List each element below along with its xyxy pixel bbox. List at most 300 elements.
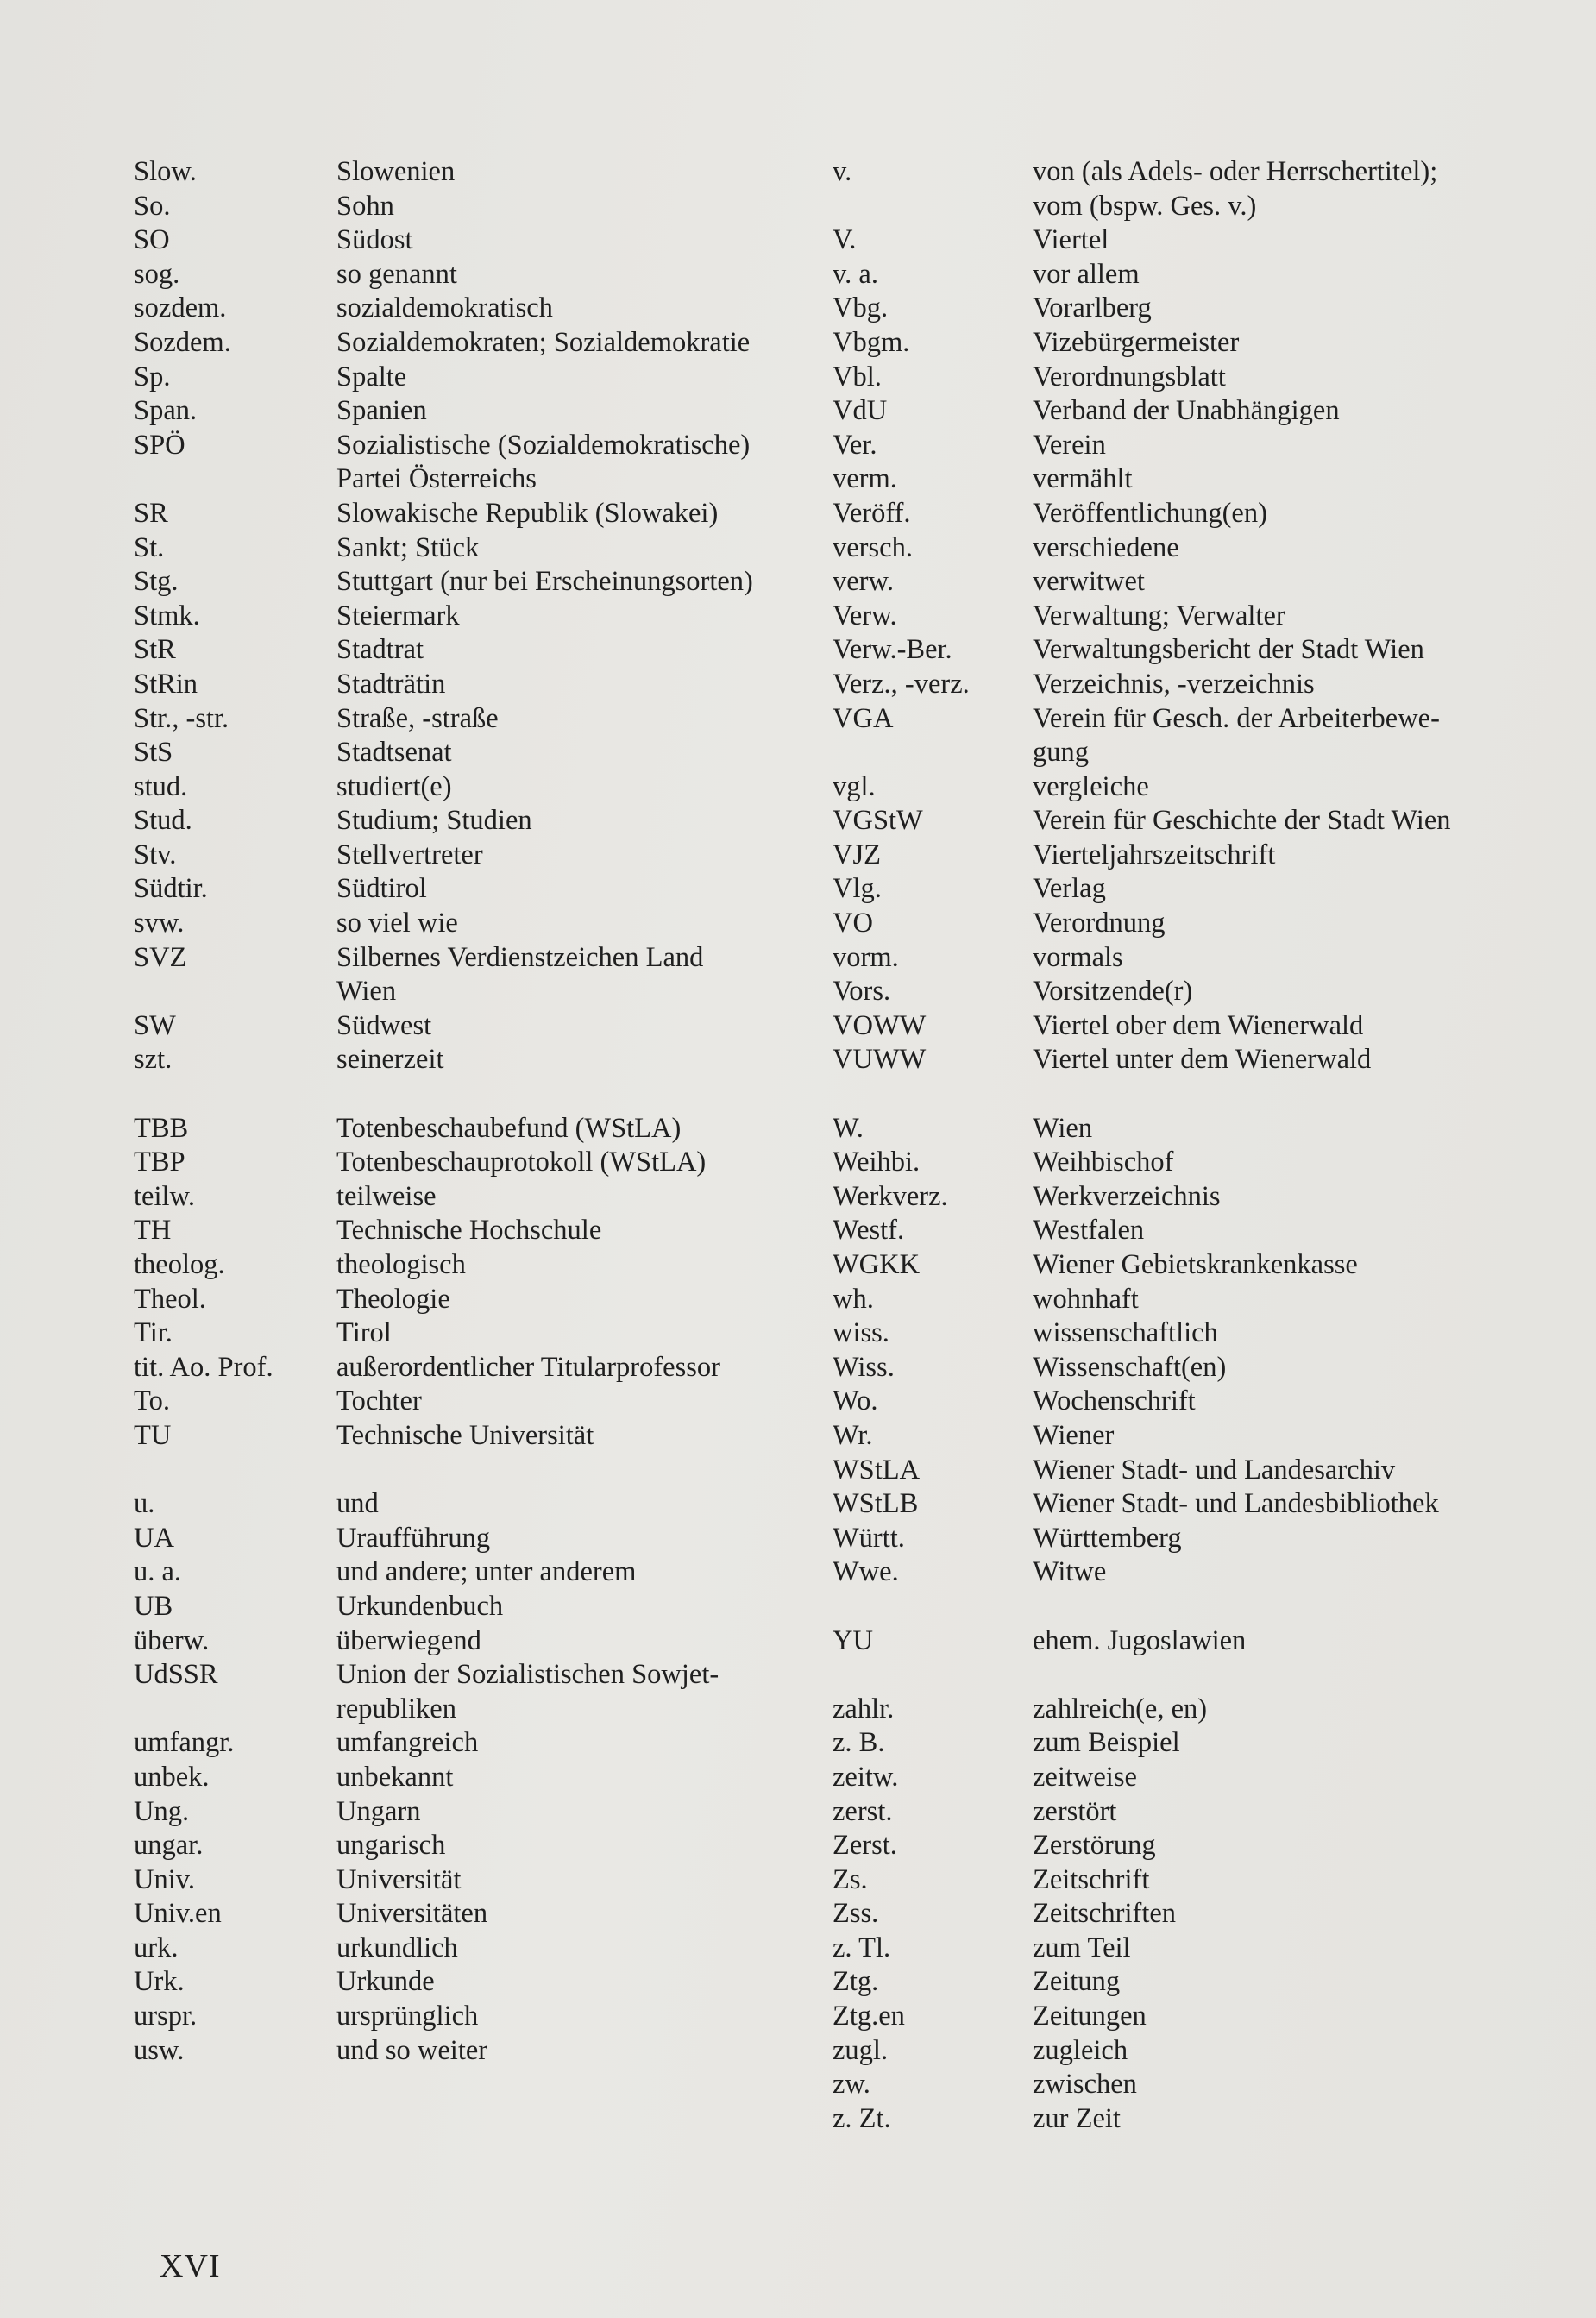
abbreviation-entry [134, 907, 789, 941]
abbreviation-entry [134, 565, 789, 600]
abbreviation-term: ungar. [134, 1830, 204, 1862]
abbreviation-expansion: Wochenschrift [1033, 1385, 1196, 1417]
abbreviation-entry [833, 839, 1523, 873]
abbreviation-entry [833, 1624, 1523, 1659]
abbreviation-term: Sp. [134, 361, 171, 393]
abbreviation-term: Wr. [833, 1419, 873, 1451]
abbreviation-expansion: Westfalen [1033, 1215, 1145, 1247]
abbreviation-term: verm. [833, 463, 897, 495]
abbreviation-expansion: Viertel unter dem Wienerwald [1033, 1044, 1372, 1076]
abbreviation-expansion: ursprünglich [336, 2001, 479, 2032]
abbreviation-term: Zss. [833, 1898, 879, 1930]
abbreviation-expansion: Ungarn [336, 1795, 421, 1827]
abbreviation-term: Ztg.en [833, 2001, 905, 2032]
abbreviation-expansion: vermählt [1033, 463, 1133, 495]
abbreviation-entry [134, 1009, 789, 1044]
abbreviation-expansion: umfangreich [336, 1727, 479, 1759]
abbreviation-expansion: Wien [1033, 1112, 1093, 1144]
abbreviation-term: SVZ [134, 941, 187, 973]
abbreviation-expansion: Totenbeschaubefund (WStLA) [336, 1112, 682, 1144]
abbreviation-entry [833, 326, 1523, 361]
abbreviation-expansion: Spanien [336, 395, 427, 427]
abbreviation-entry [134, 1351, 789, 1385]
abbreviation-entry [134, 1761, 789, 1795]
abbreviation-entry [833, 1693, 1523, 1727]
abbreviation-term: UdSSR [134, 1659, 218, 1691]
section-gap [833, 1658, 1523, 1693]
abbreviation-expansion: Verein für Geschichte der Stadt Wien [1033, 805, 1451, 837]
abbreviation-expansion: so viel wie [336, 908, 458, 939]
abbreviation-expansion: Stadträtin [336, 668, 446, 700]
abbreviation-term: Vlg. [833, 873, 882, 905]
abbreviation-term: zw. [833, 2069, 870, 2101]
abbreviation-entry [134, 429, 789, 463]
abbreviation-entry [134, 1795, 789, 1830]
abbreviation-entry [833, 429, 1523, 463]
abbreviation-expansion: zeitweise [1033, 1761, 1137, 1793]
abbreviation-expansion: zwischen [1033, 2069, 1137, 2101]
abbreviation-expansion: teilweise [336, 1180, 437, 1212]
section-gap [833, 1077, 1523, 1112]
abbreviation-expansion: theologisch [336, 1249, 466, 1280]
abbreviation-term: V. [833, 224, 857, 256]
abbreviation-entry [134, 394, 789, 429]
abbreviation-expansion: Studium; Studien [336, 805, 532, 837]
abbreviation-term [134, 975, 336, 1009]
abbreviation-entry [134, 702, 789, 737]
abbreviation-expansion: Stadtsenat [336, 737, 452, 769]
abbreviation-entry [833, 2034, 1523, 2069]
abbreviation-expansion: Vierteljahrszeitschrift [1033, 839, 1276, 870]
abbreviation-expansion: Südwest [336, 1009, 432, 1041]
section-gap [134, 1077, 789, 1112]
abbreviation-entry [833, 1214, 1523, 1248]
abbreviation-expansion: Verwaltung; Verwalter [1033, 600, 1285, 631]
abbreviation-term: SO [134, 224, 170, 256]
abbreviation-expansion: Sozialistische (Sozialdemokratische) [336, 429, 751, 461]
abbreviation-term: WStLB [833, 1488, 919, 1520]
abbreviation-term: Verw.-Ber. [833, 634, 952, 666]
abbreviation-expansion: Urkundenbuch [336, 1590, 504, 1622]
abbreviation-entry [134, 941, 789, 976]
abbreviation-term: WStLA [833, 1454, 921, 1486]
abbreviation-expansion: seinerzeit [336, 1044, 444, 1076]
abbreviation-term: VGA [833, 702, 894, 734]
abbreviation-expansion: außerordentlicher Titularprofessor [336, 1351, 720, 1383]
abbreviation-expansion: Vorarlberg [1033, 292, 1152, 324]
abbreviation-term: Vbg. [833, 292, 889, 324]
abbreviation-expansion: urkundlich [336, 1932, 458, 1963]
abbreviation-entry [833, 1897, 1523, 1932]
abbreviation-column-left [134, 155, 789, 2068]
abbreviation-term: SR [134, 497, 168, 529]
abbreviation-expansion: Zeitschrift [1033, 1863, 1150, 1895]
abbreviation-term: z. Zt. [833, 2102, 891, 2134]
abbreviation-entry [134, 2000, 789, 2034]
abbreviation-term: Stud. [134, 805, 192, 837]
abbreviation-term: szt. [134, 1044, 173, 1076]
abbreviation-entry [134, 1146, 789, 1180]
abbreviation-entry [134, 1180, 789, 1215]
abbreviation-term: Zerst. [833, 1830, 897, 1862]
abbreviation-expansion: Technische Hochschule [336, 1215, 602, 1247]
abbreviation-term: Verw. [833, 600, 897, 631]
abbreviation-term: Westf. [833, 1215, 905, 1247]
section-gap [134, 1454, 789, 1488]
abbreviation-expansion: Tirol [336, 1317, 392, 1349]
abbreviation-term: urspr. [134, 2001, 198, 2032]
abbreviation-term: Sozdem. [134, 326, 231, 358]
abbreviation-entry [833, 668, 1523, 702]
abbreviation-expansion: Wiener Stadt- und Landesbibliothek [1033, 1488, 1439, 1520]
abbreviation-entry [833, 1316, 1523, 1351]
abbreviation-expansion: ungarisch [336, 1830, 446, 1862]
abbreviation-entry [134, 975, 789, 1009]
abbreviation-term: theolog. [134, 1249, 225, 1280]
abbreviation-expansion: Union der Sozialistischen Sowjet- [336, 1659, 719, 1691]
abbreviation-entry [134, 1693, 789, 1727]
abbreviation-expansion: Werkverzeichnis [1033, 1180, 1221, 1212]
abbreviation-term: Werkverz. [833, 1180, 948, 1212]
abbreviation-entry [134, 1863, 789, 1898]
abbreviation-entry [134, 839, 789, 873]
abbreviation-term: sozdem. [134, 292, 227, 324]
abbreviation-expansion: Witwe [1033, 1556, 1107, 1588]
abbreviation-expansion: Verband der Unabhängigen [1033, 395, 1340, 427]
abbreviation-term: TBB [134, 1112, 189, 1144]
abbreviation-entry [833, 258, 1523, 292]
abbreviation-term: v. [833, 156, 852, 187]
abbreviation-entry [833, 1795, 1523, 1830]
abbreviation-entry [833, 2000, 1523, 2034]
abbreviation-term: Ztg. [833, 1966, 879, 1998]
abbreviation-term: Vbgm. [833, 326, 910, 358]
abbreviation-term: TU [134, 1419, 172, 1451]
abbreviation-expansion: Tochter [336, 1385, 422, 1417]
abbreviation-entry [833, 975, 1523, 1009]
abbreviation-entry [134, 258, 789, 292]
abbreviation-expansion: wohnhaft [1033, 1283, 1139, 1315]
abbreviation-term: überw. [134, 1624, 210, 1656]
abbreviation-expansion: Sankt; Stück [336, 531, 480, 563]
abbreviation-entry [134, 190, 789, 224]
abbreviation-entry [833, 1829, 1523, 1863]
abbreviation-entry [134, 361, 789, 395]
abbreviation-entry [833, 223, 1523, 258]
abbreviation-entry [833, 497, 1523, 531]
abbreviation-expansion: Verzeichnis, -verzeichnis [1033, 668, 1315, 700]
abbreviation-expansion: Zeitung [1033, 1966, 1121, 1998]
abbreviation-term: z. Tl. [833, 1932, 891, 1963]
abbreviation-entry [134, 1487, 789, 1522]
abbreviation-expansion: studiert(e) [336, 770, 452, 802]
abbreviation-expansion: Veröffentlichung(en) [1033, 497, 1267, 529]
abbreviation-entry [134, 1385, 789, 1419]
abbreviation-entry [134, 1555, 789, 1590]
abbreviation-expansion: Württemberg [1033, 1522, 1182, 1554]
abbreviation-term: TH [134, 1215, 172, 1247]
abbreviation-expansion: Sohn [336, 190, 394, 222]
abbreviation-term: wiss. [833, 1317, 889, 1349]
abbreviation-expansion: Sozialdemokraten; Sozialdemokratie [336, 326, 751, 358]
abbreviation-expansion: gung [1033, 737, 1089, 769]
abbreviation-entry [134, 1419, 789, 1454]
abbreviation-entry [833, 361, 1523, 395]
abbreviation-expansion: Stadtrat [336, 634, 424, 666]
abbreviation-term: To. [134, 1385, 170, 1417]
abbreviation-term: Theol. [134, 1283, 206, 1315]
abbreviation-term: VUWW [833, 1044, 927, 1076]
abbreviation-expansion: Wiener [1033, 1419, 1115, 1451]
abbreviation-expansion: zum Teil [1033, 1932, 1131, 1963]
abbreviation-expansion: Verordnungsblatt [1033, 361, 1226, 393]
abbreviation-entry [833, 1351, 1523, 1385]
abbreviation-term [134, 1693, 336, 1727]
abbreviation-term: usw. [134, 2034, 185, 2066]
abbreviation-expansion: vom (bspw. Ges. v.) [1033, 190, 1257, 222]
abbreviation-entry [833, 531, 1523, 566]
abbreviation-term: VdU [833, 395, 888, 427]
abbreviation-expansion: Vorsitzende(r) [1033, 976, 1193, 1008]
abbreviation-entry [833, 1726, 1523, 1761]
abbreviation-expansion: Vizebürgermeister [1033, 326, 1240, 358]
abbreviation-expansion: Wiener Gebietskrankenkasse [1033, 1249, 1358, 1280]
abbreviation-expansion: verwitwet [1033, 566, 1145, 598]
abbreviation-expansion: von (als Adels- oder Herrschertitel); [1033, 156, 1438, 187]
abbreviation-expansion: Viertel [1033, 224, 1109, 256]
abbreviation-expansion: sozialdemokratisch [336, 292, 553, 324]
abbreviation-term: So. [134, 190, 171, 222]
abbreviation-term: u. [134, 1488, 155, 1520]
abbreviation-term: Weihbi. [833, 1146, 921, 1178]
abbreviation-expansion: Universitäten [336, 1898, 488, 1930]
abbreviation-entry [134, 633, 789, 668]
abbreviation-entry [833, 770, 1523, 805]
abbreviation-expansion: und [336, 1488, 379, 1520]
abbreviation-entry [134, 1965, 789, 2000]
abbreviation-entry [134, 1283, 789, 1317]
abbreviation-term: unbek. [134, 1761, 210, 1793]
abbreviation-term [833, 736, 1033, 770]
abbreviation-expansion: Verwaltungsbericht der Stadt Wien [1033, 634, 1424, 666]
abbreviation-expansion: wissenschaftlich [1033, 1317, 1218, 1349]
abbreviation-expansion: Steiermark [336, 600, 460, 631]
abbreviation-entry [833, 1965, 1523, 2000]
abbreviation-entry [833, 1043, 1523, 1077]
abbreviation-entry [833, 1283, 1523, 1317]
abbreviation-term: Univ. [134, 1863, 196, 1895]
abbreviation-term: v. a. [833, 258, 878, 290]
abbreviation-term: stud. [134, 770, 188, 802]
abbreviation-entry [134, 872, 789, 907]
abbreviation-term: Veröff. [833, 497, 911, 529]
abbreviation-term: Verz., -verz. [833, 668, 970, 700]
abbreviation-expansion: zum Beispiel [1033, 1727, 1180, 1759]
abbreviation-expansion: Technische Universität [336, 1419, 594, 1451]
abbreviation-expansion: vergleiche [1033, 770, 1149, 802]
abbreviation-entry [833, 907, 1523, 941]
abbreviation-entry [833, 1932, 1523, 1966]
abbreviation-term: W. [833, 1112, 864, 1144]
abbreviation-entry [833, 1112, 1523, 1146]
abbreviation-entry [833, 941, 1523, 976]
abbreviation-expansion: Zeitschriften [1033, 1898, 1177, 1930]
abbreviation-entry [833, 804, 1523, 839]
abbreviation-term [833, 190, 1033, 224]
abbreviation-entry [833, 1454, 1523, 1488]
section-gap [833, 1590, 1523, 1624]
abbreviation-entry [833, 1009, 1523, 1044]
abbreviation-term: Vors. [833, 976, 891, 1008]
abbreviation-expansion: und so weiter [336, 2034, 488, 2066]
abbreviation-entry [833, 190, 1523, 224]
abbreviation-expansion: Zerstörung [1033, 1830, 1156, 1862]
abbreviation-entry [833, 1146, 1523, 1180]
abbreviation-term: StRin [134, 668, 198, 700]
abbreviation-expansion: Slowenien [336, 156, 456, 187]
abbreviation-entry [134, 668, 789, 702]
abbreviation-term: Vbl. [833, 361, 882, 393]
abbreviation-entry [833, 702, 1523, 737]
abbreviation-expansion: Weihbischof [1033, 1146, 1174, 1178]
abbreviation-entry [134, 497, 789, 531]
abbreviation-entry [833, 1419, 1523, 1454]
abbreviation-term: VO [833, 908, 873, 939]
abbreviation-term: SPÖ [134, 429, 185, 461]
abbreviation-entry [833, 872, 1523, 907]
abbreviation-expansion: ehem. Jugoslawien [1033, 1624, 1247, 1656]
abbreviation-entry [134, 1932, 789, 1966]
abbreviation-term: vorm. [833, 941, 899, 973]
abbreviation-entry [134, 600, 789, 634]
abbreviation-term: tit. Ao. Prof. [134, 1351, 273, 1383]
abbreviation-term: WGKK [833, 1249, 921, 1280]
abbreviation-term: Stg. [134, 566, 179, 598]
abbreviation-expansion: unbekannt [336, 1761, 454, 1793]
abbreviation-expansion: zahlreich(e, en) [1033, 1693, 1208, 1724]
abbreviation-term: Stv. [134, 839, 177, 870]
abbreviation-expansion: Spalte [336, 361, 407, 393]
abbreviation-term: Tir. [134, 1317, 173, 1349]
abbreviation-entry [833, 155, 1523, 190]
abbreviation-term: zugl. [833, 2034, 889, 2066]
abbreviation-expansion: zerstört [1033, 1795, 1117, 1827]
abbreviation-term: vgl. [833, 770, 876, 802]
abbreviation-expansion: Silbernes Verdienstzeichen Land [336, 941, 704, 973]
abbreviation-expansion: so genannt [336, 258, 457, 290]
abbreviation-expansion: Totenbeschauprotokoll (WStLA) [336, 1146, 707, 1178]
abbreviation-term: wh. [833, 1283, 874, 1315]
abbreviation-expansion: Viertel ober dem Wienerwald [1033, 1009, 1364, 1041]
abbreviation-entry [134, 155, 789, 190]
abbreviation-entry [134, 2034, 789, 2069]
abbreviation-entry [134, 223, 789, 258]
abbreviation-expansion: republiken [336, 1693, 456, 1724]
abbreviation-expansion: Partei Österreichs [336, 463, 537, 495]
abbreviation-term: St. [134, 531, 165, 563]
abbreviation-term: zahlr. [833, 1693, 895, 1724]
abbreviation-entry [134, 1726, 789, 1761]
abbreviation-expansion: Südtirol [336, 873, 427, 905]
abbreviation-entry [134, 292, 789, 326]
abbreviation-entry [833, 2102, 1523, 2137]
abbreviation-entry [134, 804, 789, 839]
abbreviation-expansion: Slowakische Republik (Slowakei) [336, 497, 719, 529]
abbreviation-entry [833, 565, 1523, 600]
abbreviation-expansion: Verlag [1033, 873, 1106, 905]
abbreviation-expansion: zugleich [1033, 2034, 1128, 2066]
abbreviation-entry [134, 531, 789, 566]
abbreviation-term: YU [833, 1624, 873, 1656]
abbreviation-term: UA [134, 1522, 174, 1554]
abbreviation-entry [134, 326, 789, 361]
abbreviation-expansion: Südost [336, 224, 413, 256]
abbreviation-expansion: Verein für Gesch. der Arbeiterbewe- [1033, 702, 1440, 734]
abbreviation-term [134, 462, 336, 497]
abbreviation-term: verw. [833, 566, 894, 598]
abbreviation-entry [833, 1761, 1523, 1795]
abbreviation-entry [134, 1897, 789, 1932]
abbreviation-entry [134, 1316, 789, 1351]
abbreviation-term: SW [134, 1009, 176, 1041]
page-number: XVI [160, 2248, 221, 2284]
abbreviation-term: VGStW [833, 805, 923, 837]
abbreviation-term: zeitw. [833, 1761, 899, 1793]
abbreviation-entry [833, 1863, 1523, 1898]
abbreviation-entry [833, 736, 1523, 770]
abbreviation-term: Ung. [134, 1795, 190, 1827]
abbreviation-term: teilw. [134, 1180, 195, 1212]
abbreviation-entry [134, 1248, 789, 1283]
abbreviation-entry [134, 1043, 789, 1077]
abbreviation-entry [833, 2068, 1523, 2102]
abbreviation-term: StR [134, 634, 176, 666]
abbreviation-term: VJZ [833, 839, 881, 870]
abbreviation-entry [134, 1829, 789, 1863]
abbreviation-expansion: vormals [1033, 941, 1123, 973]
abbreviation-expansion: Wien [336, 976, 397, 1008]
abbreviation-term: Südtir. [134, 873, 208, 905]
abbreviation-entry [134, 770, 789, 805]
abbreviation-term: umfangr. [134, 1727, 235, 1759]
abbreviation-term: UB [134, 1590, 173, 1622]
abbreviation-expansion: zur Zeit [1033, 2102, 1121, 2134]
abbreviation-term: Slow. [134, 156, 197, 187]
abbreviation-entry [134, 1658, 789, 1693]
abbreviation-term: urk. [134, 1932, 179, 1963]
abbreviation-expansion: und andere; unter anderem [336, 1556, 637, 1588]
abbreviation-term: StS [134, 737, 173, 769]
abbreviation-term: Str., -str. [134, 702, 229, 734]
abbreviation-column-right [833, 155, 1523, 2136]
abbreviation-expansion: Universität [336, 1863, 462, 1895]
abbreviation-expansion: verschiedene [1033, 531, 1179, 563]
abbreviation-entry [833, 292, 1523, 326]
abbreviation-term: sog. [134, 258, 180, 290]
abbreviation-entry [833, 633, 1523, 668]
abbreviation-entry [134, 1214, 789, 1248]
abbreviation-entry [134, 1590, 789, 1624]
abbreviation-entry [833, 1180, 1523, 1215]
abbreviation-term: Ver. [833, 429, 877, 461]
abbreviation-expansion: Stellvertreter [336, 839, 483, 870]
abbreviation-entry [833, 600, 1523, 634]
abbreviation-term: versch. [833, 531, 913, 563]
abbreviation-expansion: Zeitungen [1033, 2001, 1147, 2032]
abbreviation-expansion: Wissenschaft(en) [1033, 1351, 1227, 1383]
abbreviation-entry [134, 1624, 789, 1659]
abbreviation-entry [134, 736, 789, 770]
